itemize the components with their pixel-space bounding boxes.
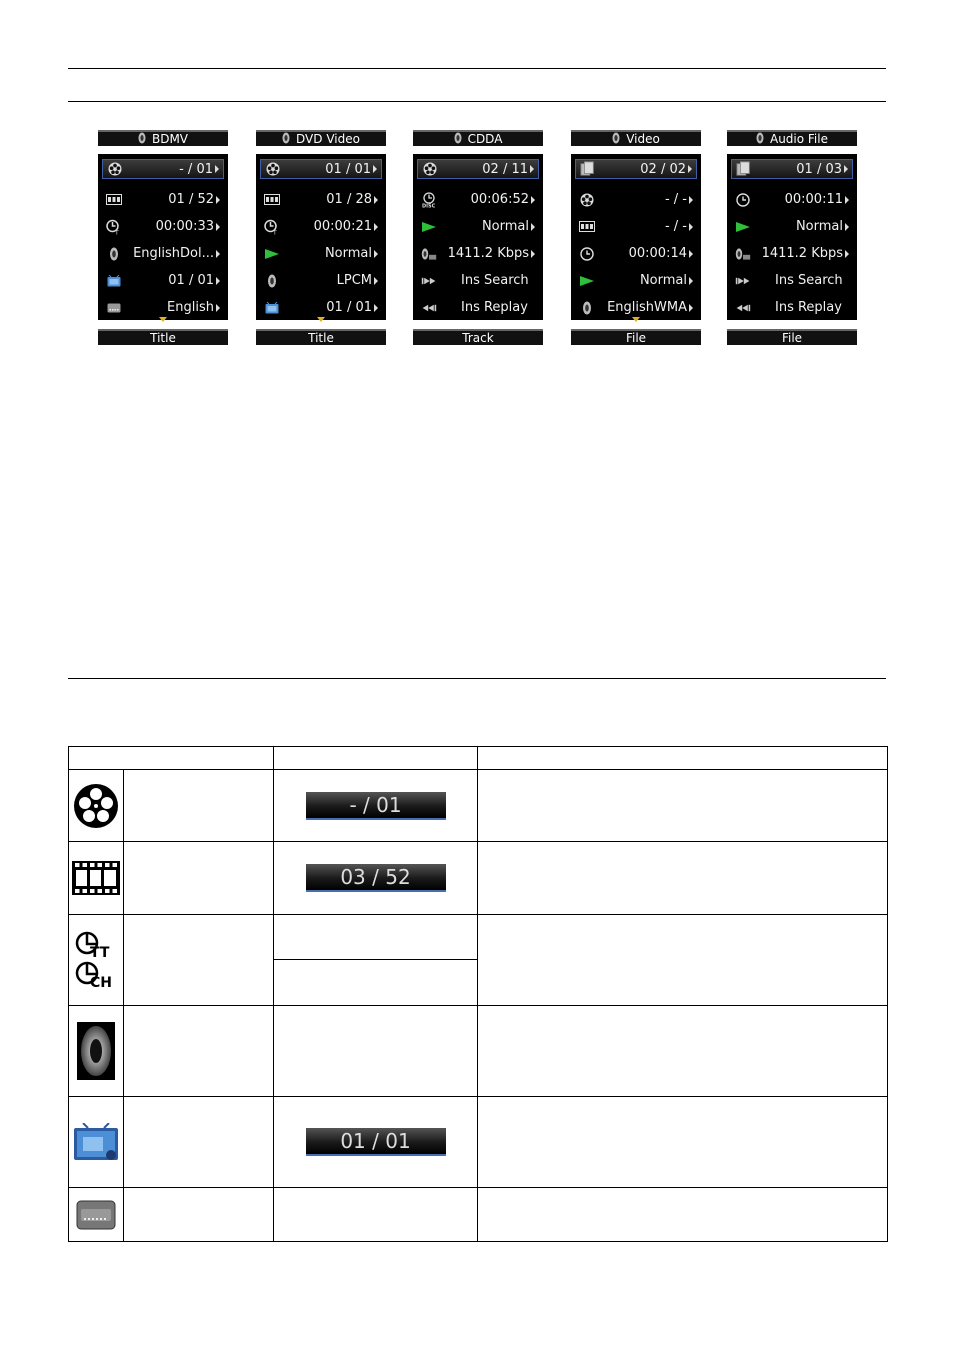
time-tt-icon xyxy=(264,220,280,234)
menu-item[interactable] xyxy=(413,267,543,294)
menu-item[interactable] xyxy=(413,213,543,240)
title-reel-icon xyxy=(579,193,595,207)
play-mode-icon xyxy=(735,220,751,234)
menu-item-value: 00:00:14 xyxy=(628,246,687,261)
panel-header xyxy=(727,130,857,146)
audio-icon xyxy=(106,247,122,261)
angle-display: 01 / 01 xyxy=(306,1128,446,1156)
menu-item[interactable] xyxy=(727,267,857,294)
menu-item[interactable] xyxy=(571,213,701,240)
ins-replay-icon xyxy=(421,301,437,315)
menu-item-label: Ins Search xyxy=(775,273,843,288)
chapter-film-icon xyxy=(264,193,280,207)
menu-item[interactable] xyxy=(413,240,543,267)
arrow-right-icon xyxy=(530,165,534,173)
arrow-right-icon xyxy=(845,250,849,258)
arrow-right-icon xyxy=(844,165,848,173)
title-reel-icon xyxy=(107,162,123,176)
panel-title: BDMV xyxy=(151,132,189,146)
menu-item[interactable] xyxy=(413,186,543,213)
table-row xyxy=(69,915,888,960)
file-icon xyxy=(736,162,752,176)
chapter-film-icon xyxy=(579,220,595,234)
top-rule-1 xyxy=(68,68,886,69)
panel-menu xyxy=(571,154,701,320)
menu-item-value: - / - xyxy=(664,192,687,207)
arrow-right-icon xyxy=(374,250,378,258)
menu-item-value: LPCM xyxy=(336,273,372,288)
menu-item-value: 02 / 11 xyxy=(482,161,528,177)
arrow-right-icon xyxy=(216,277,220,285)
menu-item-value: Normal xyxy=(795,219,843,234)
clock-icon xyxy=(579,247,595,261)
arrow-right-icon xyxy=(374,196,378,204)
title-reel-icon xyxy=(69,782,123,830)
menu-item-value: EnglishWMA xyxy=(607,300,687,315)
arrow-right-icon xyxy=(845,223,849,231)
menu-item[interactable] xyxy=(727,240,857,267)
table-row xyxy=(69,842,888,915)
panel-title: Video xyxy=(626,132,660,146)
speaker-icon xyxy=(612,132,620,147)
menu-item-value: Normal xyxy=(639,273,687,288)
menu-item-value: EnglishDol... xyxy=(133,246,214,261)
menu-item[interactable] xyxy=(98,267,228,294)
chapter-film-icon xyxy=(106,193,122,207)
menu-item[interactable] xyxy=(571,240,701,267)
svg-text:T: T xyxy=(273,229,277,235)
arrow-right-icon xyxy=(845,196,849,204)
menu-item-value: 00:00:11 xyxy=(784,192,843,207)
table-row xyxy=(69,1097,888,1188)
arrow-right-icon xyxy=(531,250,535,258)
bitrate-icon xyxy=(735,247,751,261)
arrow-right-icon xyxy=(373,165,377,173)
section-rule xyxy=(68,678,886,679)
clock-icon xyxy=(735,193,751,207)
disc-time-icon xyxy=(421,193,437,207)
osd-panel xyxy=(571,130,701,345)
menu-item-value: 00:00:21 xyxy=(313,219,372,234)
menu-item-value: 01 / 03 xyxy=(796,161,842,177)
subtitle-icon xyxy=(106,301,122,315)
play-mode-icon xyxy=(579,274,595,288)
svg-text:DISC: DISC xyxy=(422,203,436,208)
menu-item[interactable] xyxy=(727,294,857,321)
arrow-right-icon xyxy=(216,223,220,231)
ins-search-icon xyxy=(421,274,437,288)
menu-item[interactable] xyxy=(256,240,386,267)
menu-item-value: 1411.2 Kbps xyxy=(447,246,529,261)
menu-item-value: 00:00:33 xyxy=(155,219,214,234)
menu-item-label: Ins Replay xyxy=(461,300,528,315)
play-mode-icon xyxy=(421,220,437,234)
menu-item[interactable] xyxy=(731,159,853,179)
menu-item-label: Ins Search xyxy=(461,273,529,288)
speaker-icon xyxy=(756,132,764,147)
osd-panel xyxy=(98,130,228,345)
arrow-right-icon xyxy=(374,277,378,285)
angle-icon xyxy=(69,1123,123,1161)
menu-item[interactable] xyxy=(256,213,386,240)
arrow-right-icon xyxy=(689,277,693,285)
menu-item[interactable] xyxy=(727,186,857,213)
arrow-right-icon xyxy=(531,196,535,204)
menu-item-value: 01 / 01 xyxy=(168,273,214,288)
arrow-right-icon xyxy=(689,304,693,312)
menu-item-value: - / 01 xyxy=(179,161,213,177)
arrow-right-icon xyxy=(374,223,378,231)
menu-item[interactable] xyxy=(256,186,386,213)
panel-title: CDDA xyxy=(467,132,503,146)
arrow-right-icon xyxy=(689,196,693,204)
arrow-right-icon xyxy=(531,223,535,231)
panel-menu xyxy=(98,154,228,320)
menu-item-value: 1411.2 Kbps xyxy=(761,246,843,261)
chapter-display: 03 / 52 xyxy=(306,864,446,892)
angle-icon xyxy=(106,274,122,288)
menu-item[interactable] xyxy=(98,213,228,240)
title-reel-icon xyxy=(422,162,438,176)
menu-item[interactable] xyxy=(571,186,701,213)
menu-item[interactable] xyxy=(98,240,228,267)
menu-item-value: 01 / 01 xyxy=(326,300,372,315)
menu-item[interactable] xyxy=(417,159,539,179)
menu-item-value: 01 / 28 xyxy=(326,192,372,207)
menu-item-value: 00:06:52 xyxy=(470,192,529,207)
panel-footer: File xyxy=(727,329,857,345)
speaker-icon xyxy=(454,132,462,147)
arrow-right-icon xyxy=(216,196,220,204)
menu-item[interactable] xyxy=(98,186,228,213)
table-header-row xyxy=(69,747,888,770)
more-down-icon xyxy=(317,317,325,322)
panel-menu xyxy=(727,154,857,320)
ins-search-icon xyxy=(735,274,751,288)
menu-item-value: Normal xyxy=(481,219,529,234)
arrow-right-icon xyxy=(688,165,692,173)
ins-replay-icon xyxy=(735,301,751,315)
arrow-right-icon xyxy=(374,304,378,312)
menu-item[interactable] xyxy=(575,159,697,179)
angle-icon xyxy=(264,301,280,315)
menu-item-value: 01 / 01 xyxy=(325,161,371,177)
time-tt-ch-icon xyxy=(69,929,123,991)
menu-item-value: 02 / 02 xyxy=(640,161,686,177)
audio-icon xyxy=(579,301,595,315)
arrow-right-icon xyxy=(216,304,220,312)
chapter-film-icon xyxy=(69,861,123,895)
panel-header xyxy=(98,130,228,146)
time-tt-icon xyxy=(106,220,122,234)
menu-item-value: 01 / 52 xyxy=(168,192,214,207)
menu-item[interactable] xyxy=(260,159,382,179)
panel-header xyxy=(256,130,386,146)
menu-item-value: Normal xyxy=(324,246,372,261)
arrow-right-icon xyxy=(216,250,220,258)
menu-item-value: - / - xyxy=(664,219,687,234)
more-down-icon xyxy=(632,317,640,322)
panel-title: DVD Video xyxy=(296,132,360,146)
play-mode-icon xyxy=(264,247,280,261)
table-row xyxy=(69,1188,888,1242)
osd-panel xyxy=(413,130,543,345)
svg-text:CH: CH xyxy=(90,975,112,991)
menu-item[interactable] xyxy=(102,159,224,179)
panel-menu xyxy=(256,154,386,320)
bitrate-icon xyxy=(421,247,437,261)
osd-panel xyxy=(256,130,386,345)
file-icon xyxy=(580,162,596,176)
panel-header xyxy=(413,130,543,146)
menu-item[interactable] xyxy=(413,294,543,321)
audio-icon xyxy=(264,274,280,288)
table-row xyxy=(69,770,888,842)
svg-text:TT: TT xyxy=(90,945,110,961)
top-rule-2 xyxy=(68,101,886,102)
title-display: - / 01 xyxy=(306,792,446,820)
audio-icon xyxy=(69,1022,123,1080)
panel-footer: Title xyxy=(256,329,386,345)
speaker-icon xyxy=(138,132,146,147)
panel-menu xyxy=(413,154,543,320)
menu-item[interactable] xyxy=(256,267,386,294)
arrow-right-icon xyxy=(689,223,693,231)
speaker-icon xyxy=(282,132,290,147)
panel-footer: File xyxy=(571,329,701,345)
panel-title: Audio File xyxy=(769,132,828,146)
menu-item-value: English xyxy=(167,300,214,315)
table-row xyxy=(69,1006,888,1097)
arrow-right-icon xyxy=(689,250,693,258)
more-down-icon xyxy=(159,317,167,322)
menu-item-label: Ins Replay xyxy=(775,300,842,315)
title-reel-icon xyxy=(265,162,281,176)
arrow-right-icon xyxy=(215,165,219,173)
panel-footer: Track xyxy=(413,329,543,345)
svg-text:T: T xyxy=(115,229,119,235)
subtitle-icon xyxy=(69,1200,123,1230)
osd-panel xyxy=(727,130,857,345)
menu-item[interactable] xyxy=(727,213,857,240)
menu-item[interactable] xyxy=(571,267,701,294)
panel-footer: Title xyxy=(98,329,228,345)
icon-reference-table xyxy=(68,746,888,1242)
panel-header xyxy=(571,130,701,146)
